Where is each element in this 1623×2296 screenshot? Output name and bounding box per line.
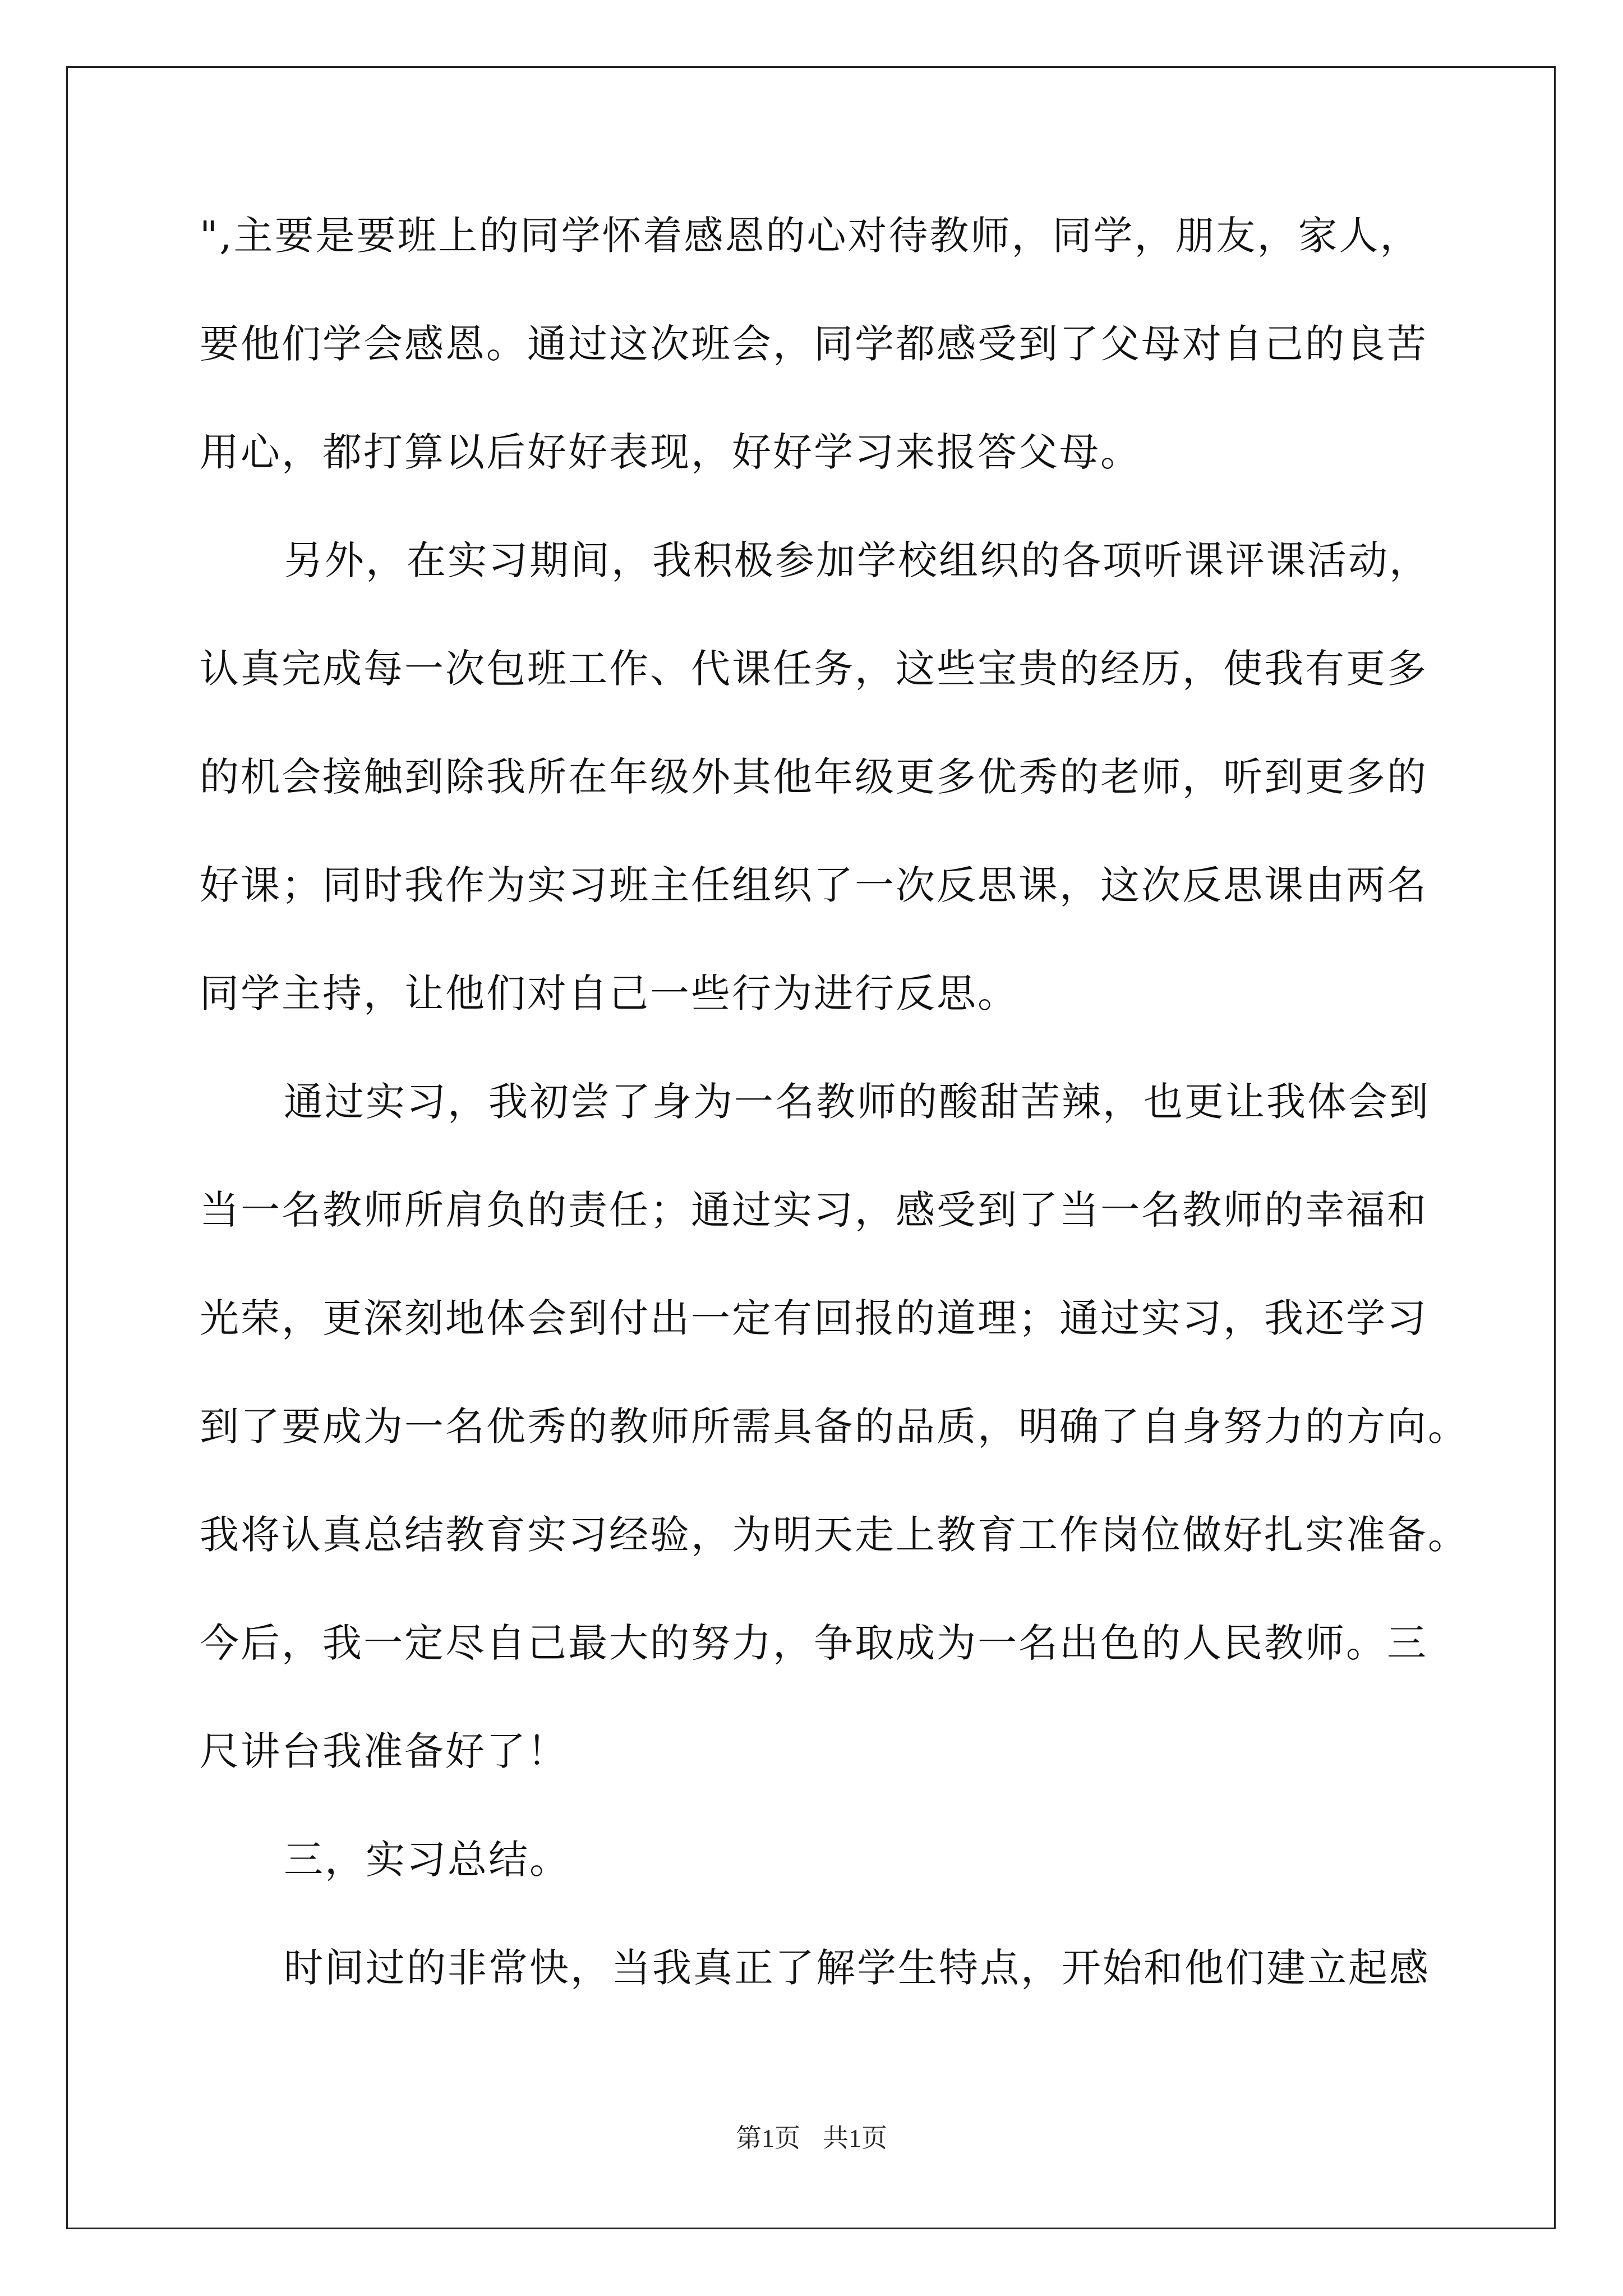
section-heading: 三，实习总结。 — [284, 1837, 570, 1883]
document-body — [200, 208, 1469, 2048]
text-line: 光荣，更深刻地体会到付出一定有回报的道理；通过实习，我还学习 — [200, 1295, 1428, 1341]
text-line: 今后，我一定尽自己最大的努力，争取成为一名出色的人民教师。三 — [200, 1620, 1428, 1666]
paragraph-start-line: 时间过的非常快，当我真正了解学生特点，开始和他们建立起感 — [284, 1945, 1430, 1991]
paragraph-start-line: 另外，在实习期间，我积极参加学校组织的各项听课评课活动， — [284, 537, 1430, 583]
text-line: 认真完成每一次包班工作、代课任务，这些宝贵的经历，使我有更多 — [200, 646, 1428, 692]
text-line: 用心，都打算以后好好表现，好好学习来报答父母。 — [200, 429, 1141, 475]
text-line: 同学主持，让他们对自己一些行为进行反思。 — [200, 970, 1018, 1016]
text-line: 当一名教师所肩负的责任；通过实习，感受到了当一名教师的幸福和 — [200, 1187, 1428, 1233]
paragraph-start-line: 通过实习，我初尝了身为一名教师的酸甜苦辣，也更让我体会到 — [284, 1079, 1430, 1125]
text-line: 我将认真总结教育实习经验，为明天走上教育工作岗位做好扎实准备。 — [200, 1512, 1469, 1558]
text-line: ",主要是要班上的同学怀着感恩的心对待教师，同学，朋友，家人， — [200, 213, 1421, 259]
page-total: 共1页 — [823, 2124, 887, 2152]
text-line: 的机会接触到除我所在年级外其他年级更多优秀的老师，听到更多的 — [200, 754, 1428, 800]
page-footer — [0, 2118, 1623, 2155]
text-line: 要他们学会感恩。通过这次班会，同学都感受到了父母对自己的良苦 — [200, 321, 1428, 367]
text-line: 好课；同时我作为实习班主任组织了一次反思课，这次反思课由两名 — [200, 862, 1428, 908]
text-line: 到了要成为一名优秀的教师所需具备的品质，明确了自身努力的方向。 — [200, 1404, 1469, 1450]
text-line: 尺讲台我准备好了！ — [200, 1728, 568, 1774]
page-number: 第1页 — [736, 2124, 800, 2152]
